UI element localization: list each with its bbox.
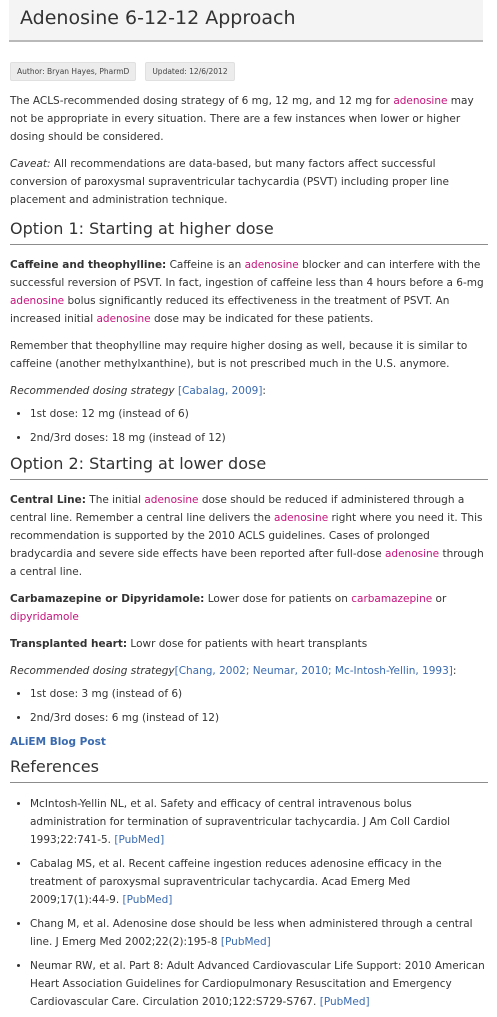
aliem-blog-post-link[interactable]: ALiEM Blog Post: [10, 736, 106, 748]
adenosine-link[interactable]: adenosine: [10, 295, 65, 307]
transplant-label: Transplanted heart:: [10, 638, 128, 650]
option2-dose-list: [10, 685, 488, 727]
adenosine-link[interactable]: adenosine: [393, 95, 448, 107]
carbamazepine-link[interactable]: carbamazepine: [351, 593, 433, 605]
caffeine-paragraph: Caffeine and theophylline: Caffeine is an adenosine blocker and can interfere with the successful reversion of PSVT. In fact, ingestion of caffeine less than 4 hours before a 6-mg adenosine bolus significantly reduced its effectiveness in the treatment of PSVT. An increased initial adenosine dose may be indicated for these patients.: [10, 259, 484, 325]
reference-item: • Cabalag MS, et al. Recent caffeine ingestion reduces adenosine efficacy in the treatment of paroxysmal supraventricular tachycardia. Acad Emerg Med 2009;17(1):44-9. [PubMed]: [30, 855, 488, 909]
option1-dose-list: [10, 405, 488, 447]
references-heading: References: [10, 756, 488, 783]
list-item: • 2nd/3rd doses: 18 mg (instead of 12): [30, 429, 488, 447]
pubmed-link[interactable]: [PubMed]: [122, 894, 173, 906]
central-line-label: Central Line:: [10, 494, 86, 506]
citation-link[interactable]: [Chang, 2002; Neumar, 2010; Mc-Intosh-Yellin, 1993]: [174, 665, 453, 677]
pubmed-link[interactable]: [PubMed]: [220, 936, 271, 948]
reference-item: • Neumar RW, et al. Part 8: Adult Advanced Cardiovascular Life Support: 2010 American Heart Association Guidelines for Cardiopulmonary Resuscitation and Emergency Cardiovascular Care. Circulation 2010;122:S729-S767. [PubMed]: [30, 957, 488, 1011]
reference-item: • Chang M, et al. Adenosine dose should be less when administered through a central line. J Emerg Med 2002;22(2):195-8 [PubMed]: [30, 915, 488, 951]
transplant-paragraph: Transplanted heart: Lowr dose for patients with heart transplants: [10, 638, 368, 650]
carbamazepine-paragraph: Carbamazepine or Dipyridamole: Lower dose for patients on carbamazepine or dipyridamole: [10, 593, 447, 623]
title-bar: [9, 0, 483, 42]
citation-link[interactable]: [Cabalag, 2009]: [177, 385, 263, 397]
adenosine-link[interactable]: adenosine: [244, 259, 299, 271]
pubmed-link[interactable]: [PubMed]: [319, 996, 370, 1008]
dipyridamole-link[interactable]: dipyridamole: [10, 611, 79, 623]
list-item: • 1st dose: 12 mg (instead of 6): [30, 405, 488, 423]
theophylline-paragraph: Remember that theophylline may require higher dosing as well, because it is similar to caffeine (another methylxanthine), but is not prescribed much in the U.S. anymore.: [10, 340, 468, 370]
adenosine-link[interactable]: adenosine: [96, 313, 151, 325]
option1-strategy: Recommended dosing strategy [Cabalag, 2009]:: [10, 385, 266, 397]
caffeine-label: Caffeine and theophylline:: [10, 259, 167, 271]
option1-heading: Option 1: Starting at higher dose: [10, 218, 488, 245]
intro-paragraph: The ACLS-recommended dosing strategy of 6 mg, 12 mg, and 12 mg for adenosine may not be appropriate in every situation. There are a few instances when lower or higher dosing should be considered.: [10, 95, 474, 143]
adenosine-link[interactable]: adenosine: [144, 494, 199, 506]
adenosine-link[interactable]: adenosine: [274, 512, 329, 524]
central-line-paragraph: Central Line: The initial adenosine dose should be reduced if administered through a central line. Remember a central line delivers the adenosine right where you need it. This recommendation is supported by the 2010 ACLS guidelines. Cases of prolonged bradycardia and severe side effects have been reported after full-dose adenosine through a central line.: [10, 494, 484, 578]
updated-badge: Updated: 12/6/2012: [145, 62, 234, 81]
option2-strategy: Recommended dosing strategy[Chang, 2002; Neumar, 2010; Mc-Intosh-Yellin, 1993]:: [10, 665, 457, 677]
references-list: [10, 795, 488, 1011]
caveat-label: Caveat:: [10, 158, 51, 170]
caveat-paragraph: Caveat: All recommendations are data-based, but many factors affect successful conversion of paroxysmal supraventricular tachycardia (PSVT) including proper line placement and administration technique.: [10, 158, 449, 206]
adenosine-link[interactable]: adenosine: [385, 548, 440, 560]
reference-item: • McIntosh-Yellin NL, et al. Safety and efficacy of central intravenous bolus administration for termination of supraventricular tachycardia. J Am Coll Cardiol 1993;22:741-5. [PubMed]: [30, 795, 488, 849]
option2-heading: Option 2: Starting at lower dose: [10, 453, 488, 480]
carbamazepine-label: Carbamazepine or Dipyridamole:: [10, 593, 205, 605]
page-title: Adenosine 6-12-12 Approach: [20, 7, 296, 29]
list-item: • 2nd/3rd doses: 6 mg (instead of 12): [30, 709, 488, 727]
author-badge: Author: Bryan Hayes, PharmD: [10, 62, 136, 81]
article-body: [10, 92, 488, 1017]
pubmed-link[interactable]: [PubMed]: [114, 834, 165, 846]
list-item: • 1st dose: 3 mg (instead of 6): [30, 685, 488, 703]
article-meta: [10, 62, 235, 81]
blog-link-paragraph: [10, 733, 488, 751]
